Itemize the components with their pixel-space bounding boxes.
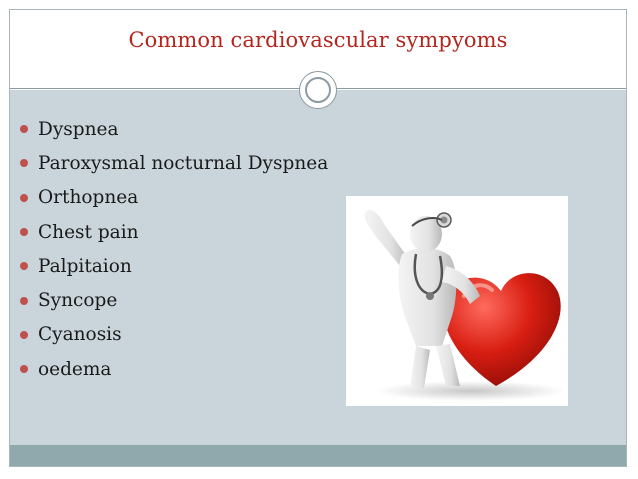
slide-title: Common cardiovascular sympyoms xyxy=(128,28,508,52)
list-item xyxy=(20,352,328,386)
bullet-icon xyxy=(20,297,28,305)
bullet-icon xyxy=(20,194,28,202)
list-item xyxy=(20,215,328,249)
bullet-icon xyxy=(20,262,28,270)
bullet-icon xyxy=(20,228,28,236)
list-item-label: Orthopnea xyxy=(38,187,139,209)
bullet-icon xyxy=(20,365,28,373)
list-item-label: Paroxysmal nocturnal Dyspnea xyxy=(38,152,329,174)
list-item xyxy=(20,249,328,283)
doctor-with-heart-icon xyxy=(346,196,568,406)
list-item xyxy=(20,146,328,180)
list-item xyxy=(20,181,328,215)
bullet-icon xyxy=(20,125,28,133)
list-item-label: Syncope xyxy=(38,290,118,312)
bullet-icon xyxy=(20,159,28,167)
symptom-list xyxy=(20,112,328,386)
list-item xyxy=(20,283,328,317)
divider-ring-inner xyxy=(305,77,331,103)
list-item-label: Dyspnea xyxy=(38,118,119,140)
list-item-label: Palpitaion xyxy=(38,255,132,277)
bullet-icon xyxy=(20,331,28,339)
list-item xyxy=(20,318,328,352)
doctor-with-heart-illustration xyxy=(346,196,568,406)
divider-ring-icon xyxy=(299,71,337,109)
list-item-label: oedema xyxy=(38,358,112,380)
list-item-label: Cyanosis xyxy=(38,324,122,346)
list-item-label: Chest pain xyxy=(38,221,139,243)
list-item xyxy=(20,112,328,146)
